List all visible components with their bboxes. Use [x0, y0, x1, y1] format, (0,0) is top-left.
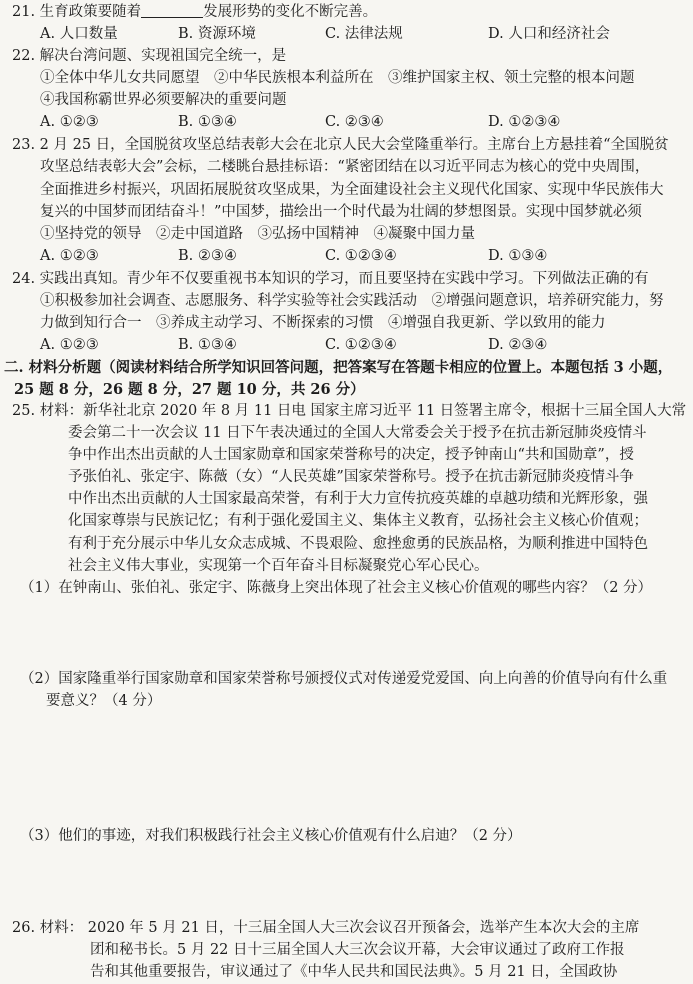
- question-25-material-line-2: 委会第二十一次会议 11 日下午表决通过的全国人大常委会关于授予在抗击新冠肺炎疫情斗: [68, 425, 647, 441]
- question-21-stem: [12, 2, 377, 24]
- section-2-heading-line2: 25 题 8 分，26 题 8 分，27 题 10 分，共 26 分）: [14, 381, 365, 398]
- question-25-material-line-3: 争中作出杰出贡献的人士国家勋章和国家荣誉称号的决定，授予钟南山“共和国勋章”，授: [68, 447, 634, 463]
- question-21-option-d: D. 人口和经济社会: [488, 26, 610, 42]
- question-25-material-line-6: 化国家尊崇与民族记忆；有利于强化爱国主义、集体主义教育，弘扬社会主义核心价值观；: [68, 513, 648, 529]
- question-23-option-d: D. ①③④: [488, 248, 548, 264]
- question-26-material-line-1: 26. 材料： 2020 年 5 月 21 日，十三届全国人大三次会议召开预备会，选举产生本次大会的主席: [12, 920, 640, 936]
- question-23-option-c: C. ①②③④: [325, 248, 397, 264]
- question-21-option-c: C. 法律法规: [325, 26, 403, 42]
- question-24-option-a: A. ①②③: [40, 337, 99, 353]
- question-24-line-1: 24. 实践出真知。青少年不仅要重视书本知识的学习，而且要坚持在实践中学习。下列做法正确的有: [12, 271, 649, 287]
- question-26-material-line-2: 团和秘书长。5 月 22 日十三届全国人大三次会议开幕，大会审议通过了政府工作报: [90, 942, 625, 958]
- question-23-line-4: 复兴的中国梦而团结奋斗！”中国梦，描绘出一个时代最为壮阔的梦想图景。实现中国梦就必须: [40, 204, 642, 220]
- question-25-sub-3: （3）他们的事迹，对我们积极践行社会主义核心价值观有什么启迪？（2 分）: [20, 828, 522, 844]
- question-25-sub-2-line1: （2）国家隆重举行国家勋章和国家荣誉称号颁授仪式对传递爱党爱国、向上向善的价值导向有什么重: [20, 671, 668, 687]
- question-22-option-c: C. ②③④: [325, 114, 384, 130]
- question-23-line-3: 全面推进乡村振兴，巩固拓展脱贫攻坚成果，为全面建设社会主义现代化国家、实现中华民族伟大: [40, 182, 664, 198]
- section-2-heading-line1: 二. 材料分析题（阅读材料结合所学知识回答问题，把答案写在答题卡相应的位置上。本题包括 3 小题，: [4, 359, 673, 376]
- question-21-stem-before: 21. 生育政策要随着: [12, 4, 142, 20]
- question-22-items-line1: ①全体中华儿女共同愿望 ②中华民族根本利益所在 ③维护国家主权、领土完整的根本问题: [40, 70, 635, 86]
- fill-blank: [141, 3, 203, 18]
- question-25-sub-1: （1）在钟南山、张伯礼、张定宇、陈薇身上突出体现了社会主义核心价值观的哪些内容？（2 分）: [20, 580, 653, 596]
- question-24-option-b: B. ①③④: [178, 337, 237, 353]
- question-25-material-line-1: 25. 材料：新华社北京 2020 年 8 月 11 日电 国家主席习近平 11 日签署主席令，根据十三届全国人大常: [12, 403, 687, 419]
- question-25-material-line-8: 社会主义伟大事业，实现第一个百年奋斗目标凝聚党心军心民心。: [68, 558, 489, 574]
- question-21-option-b: B. 资源环境: [178, 26, 256, 42]
- question-22-option-d: D. ①②③④: [488, 114, 561, 130]
- question-25-material-line-7: 有利于充分展示中华儿女众志成城、不畏艰险、愈挫愈勇的民族品格，为顺利推进中国特色: [68, 536, 648, 552]
- question-24-line-2: ①积极参加社会调查、志愿服务、科学实验等社会实践活动 ②增强问题意识，培养研究能力，努: [40, 293, 664, 309]
- question-23-option-a: A. ①②③: [40, 248, 99, 264]
- question-23-items: ①坚持党的领导 ②走中国道路 ③弘扬中国精神 ④凝聚中国力量: [40, 226, 475, 242]
- question-25-sub-2-line2: 要意义？（4 分）: [46, 693, 162, 709]
- question-22-items-line2: ④我国称霸世界必须要解决的重要问题: [40, 92, 287, 108]
- question-24-option-c: C. ①②③④: [325, 337, 397, 353]
- question-25-material-line-4: 予张伯礼、张定宇、陈薇（女）“人民英雄”国家荣誉称号。授予在抗击新冠肺炎疫情斗争: [68, 469, 634, 485]
- question-22-option-a: A. ①②③: [40, 114, 99, 130]
- question-23-line-2: 攻坚总结表彰大会”会标，二楼眺台悬挂标语：“紧密团结在以习近平同志为核心的党中央周围，: [40, 159, 650, 175]
- question-23-line-1: 23. 2 月 25 日，全国脱贫攻坚总结表彰大会在北京人民大会堂隆重举行。主席台上方悬挂着“全国脱贫: [12, 137, 669, 153]
- question-22-option-b: B. ①③④: [178, 114, 237, 130]
- question-23-option-b: B. ②③④: [178, 248, 237, 264]
- question-21-stem-after: 发展形势的变化不断完善。: [203, 4, 378, 20]
- question-22-stem: 22. 解决台湾问题、实现祖国完全统一，是: [12, 48, 287, 64]
- question-24-line-3: 力做到知行合一 ③养成主动学习、不断探索的习惯 ④增强自我更新、学以致用的能力: [40, 315, 606, 331]
- question-26-material-line-3: 告和其他重要报告，审议通过了《中华人民共和国民法典》。5 月 21 日，全国政协: [90, 964, 618, 980]
- question-24-option-d: D. ②③④: [488, 337, 548, 353]
- question-21-option-a: A. 人口数量: [40, 26, 118, 42]
- question-25-material-line-5: 中作出杰出贡献的人士国家最高荣誉，有利于大力宣传抗疫英雄的卓越功绩和光辉形象，强: [68, 491, 648, 507]
